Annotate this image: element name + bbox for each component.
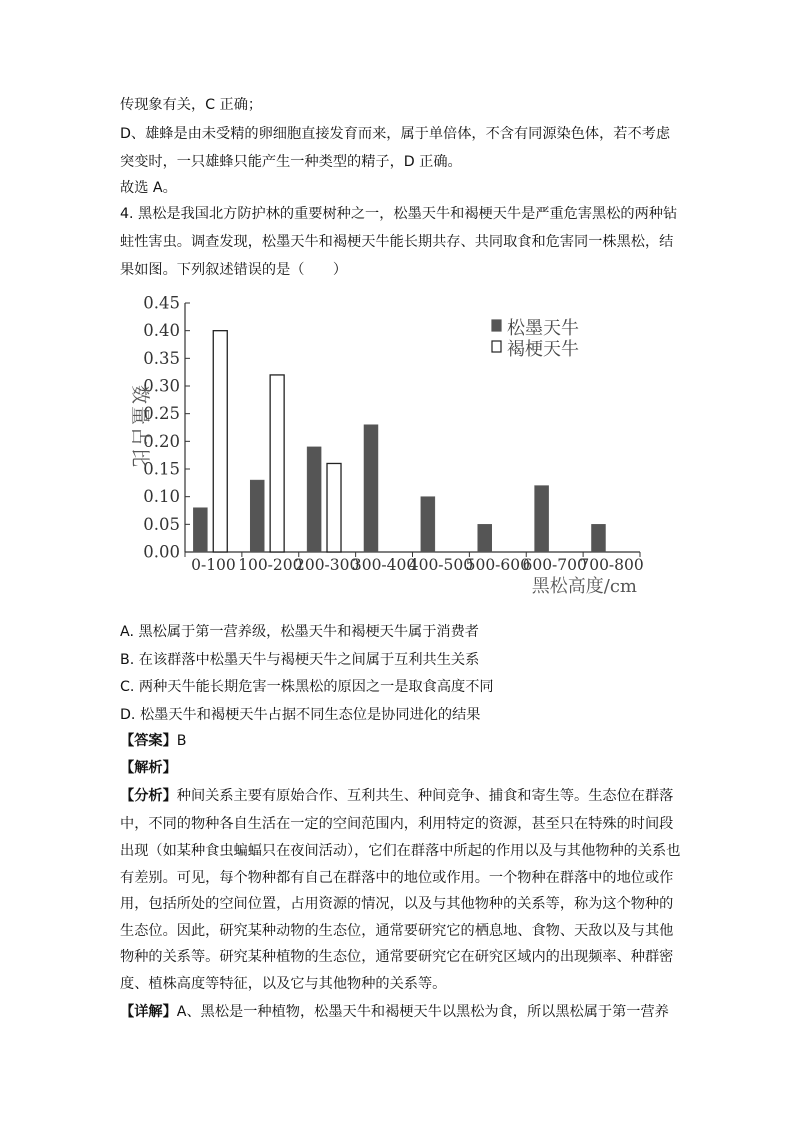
analysis-line: 有差别。可见，每个物种都有自己在群落中的地位或作用。一个物种在群落中的地位或作 [120,870,674,886]
answer-label: 【答案】 [120,733,177,749]
analysis-line [120,786,673,806]
analysis-line [120,1002,669,1022]
bar-songmo [535,486,549,552]
bar-songmo [364,425,378,552]
analysis-heading: 【解析】 [120,760,177,776]
x-tick-label: 600-700 [522,556,587,574]
option-b: B. 在该群落中松墨天牛与褐梗天牛之间属于互利共生关系 [120,652,480,668]
fenxi-text: 种间关系主要有原始合作、互利共生、种间竞争、捕食和寄生等。生态位在群落 [176,788,674,804]
bar-hegeng [213,331,227,552]
fenxi-label: 【分析】 [120,788,177,804]
question-line: 4. 黑松是我国北方防护林的重要树种之一，松墨天牛和褐梗天牛是严重危害黑松的两种钻 [120,206,678,222]
bar-hegeng [270,375,284,552]
bar-songmo [250,480,264,552]
analysis-line: 生态位。因此，研究某种动物的生态位，通常要研究它的栖息地、食物、天敌以及与其他 [120,923,674,939]
x-tick-label: 500-600 [465,556,531,574]
analysis-line: 中，不同的物种各自生活在一定的空间范围内，利用特定的资源，甚至只在特殊的时间段 [120,816,674,832]
y-tick-label: 0.30 [143,376,180,396]
text-line: 传现象有关，C 正确； [120,97,263,113]
y-tick-label: 0.45 [143,293,180,313]
y-tick-label: 0.40 [143,321,180,341]
analysis-line: 度、植株高度等特征，以及它与其他物种的关系等。 [120,976,447,992]
x-tick-label: 0-100 [191,556,236,574]
analysis-line: 物种的关系等。研究某种植物的生态位，通常要研究它在研究区域内的出现频率、种群密 [120,949,674,965]
x-tick-label: 100-200 [238,556,303,574]
y-tick-label: 0.05 [143,514,180,534]
bar-songmo [307,447,321,552]
option-c: C. 两种天牛能长期危害一株黑松的原因之一是取食高度不同 [120,679,494,695]
xiangjie-text: A、黑松是一种植物，松墨天牛和褐梗天牛以黑松为食，所以黑松属于第一营养 [176,1004,669,1020]
y-tick-label: 0.15 [143,459,180,479]
legend-label: 褐梗天牛 [507,339,579,360]
x-tick-label: 700-800 [579,556,644,574]
question-line: 果如图。下列叙述错误的是（ ） [120,262,348,278]
legend-swatch-songmo [492,320,501,331]
x-axis-label: 黑松高度/cm [531,576,637,597]
x-tick-label: 200-300 [294,556,360,574]
y-axis-label: 数量占比 [129,384,151,470]
text-line: D、雄蜂是由未受精的卵细胞直接发育而来，属于单倍体，不含有同源染色体，若不考虑 [120,126,671,142]
text-line: 突变时，一只雄蜂只能产生一种类型的精子，D 正确。 [120,154,462,170]
x-tick-label: 400-500 [408,556,474,574]
analysis-line: 出现（如某种食虫蝙蝠只在夜间活动），它们在群落中所起的作用以及与其他物种的关系也 [120,843,681,859]
legend-label: 松墨天牛 [507,318,579,339]
option-a: A. 黑松属于第一营养级，松墨天牛和褐梗天牛属于消费者 [120,624,479,640]
y-tick-label: 0.00 [143,542,180,562]
bar-songmo [193,508,207,552]
bar-songmo [478,524,492,552]
y-tick-label: 0.20 [143,431,180,451]
y-tick-label: 0.35 [143,348,180,368]
y-tick-label: 0.10 [143,487,180,507]
bar-songmo [421,497,435,552]
option-d: D. 松墨天牛和褐梗天牛占据不同生态位是协同进化的结果 [120,707,481,723]
x-tick-label: 300-400 [351,556,417,574]
bar-songmo [591,524,605,552]
xiangjie-label: 【详解】 [120,1004,177,1020]
text-line: 故选 A。 [120,180,177,196]
legend-swatch-hegeng [492,341,501,352]
y-tick-label: 0.25 [143,404,180,424]
answer-line [120,731,187,751]
question-line: 蛀性害虫。调查发现，松墨天牛和褐梗天牛能长期共存、共同取食和危害同一株黑松，结 [120,234,674,250]
bar-hegeng [327,463,341,552]
answer-value: B [176,733,187,749]
analysis-line: 用，包括所处的空间位置，占用资源的情况，以及与其他物种的关系等，称为这个物种的 [120,896,674,912]
